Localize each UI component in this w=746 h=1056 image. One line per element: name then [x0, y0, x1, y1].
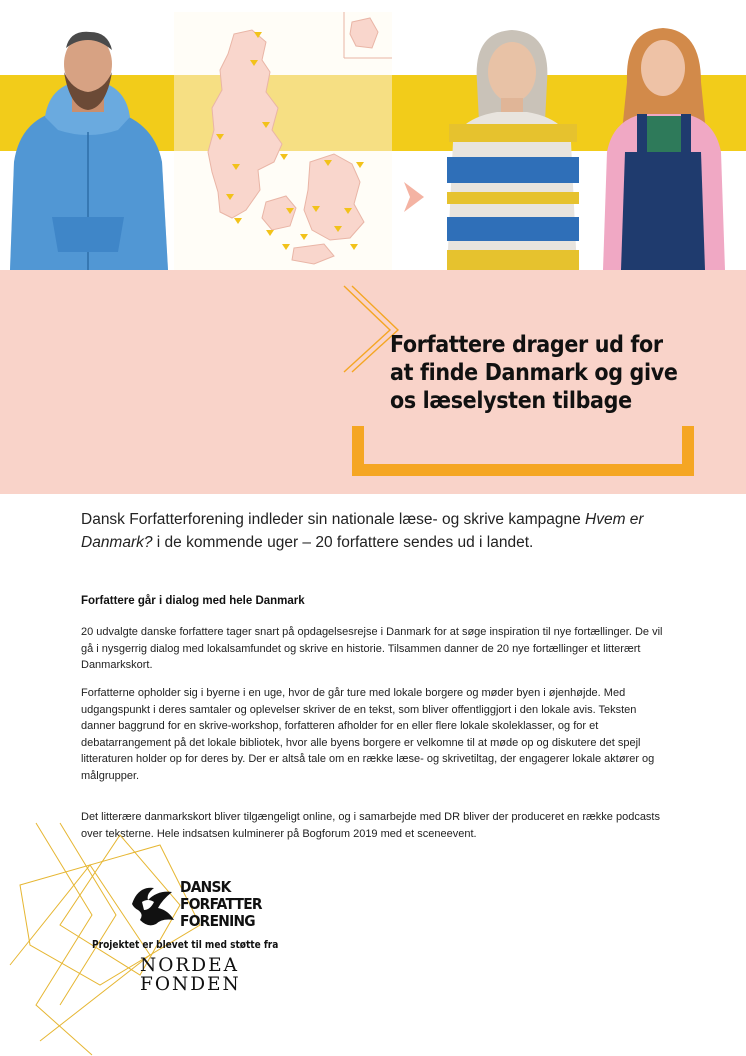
dansk-forfatterforening-logo — [128, 878, 288, 934]
denmark-map — [174, 12, 392, 270]
intro-text-start: Dansk Forfatterforening indleder sin nationale læse- og skrive kampagne — [81, 511, 586, 528]
author-photo-woman-striped — [437, 12, 587, 270]
support-text: Projektet er blevet til med støtte fra — [92, 939, 279, 951]
author-photo-woman-striped-illustration — [437, 12, 587, 270]
headline-line-2: at finde Danmark og give — [390, 358, 678, 386]
intro-text-end: i de kommende uger – 20 forfattere sendes ud i landet. — [152, 534, 534, 551]
logo-word-2: FORFATTER — [180, 895, 262, 913]
chevron-right-icon — [400, 180, 430, 214]
author-photo-man-illustration — [0, 12, 174, 270]
header-banner — [0, 0, 746, 494]
body-paragraph-1: 20 udvalgte danske forfattere tager snart på opdagelsesrejse i Danmark for at søge inspiration til nye fortællinger. De vil gå i nysgerrig dialog med lokalsamfundet og skrive en historie. Tilsammen danner de 20 nye fortællinger et litterært Danmarkskort. — [81, 626, 663, 672]
author-photo-woman-pink-illustration — [597, 12, 731, 270]
logo-word-3: FORENING — [180, 912, 255, 930]
headline — [390, 330, 710, 414]
headline-line-1: Forfattere drager ud for — [390, 330, 663, 358]
pegasus-icon — [128, 880, 178, 930]
body-paragraph-2: Forfatterne opholder sig i byerne i en uge, hvor de går ture med lokale borgere og møder byen i øjenhøjde. Med udgangspunkt i deres samtaler og oplevelser skriver de en tekst, som bliver offentliggjort i den lokale avis. Teksten danner baggrund for en skrive-workshop, forfatteren afholder for en eller flere lokale skoleklasser, og for et debatarrangement på det lokale bibliotek, hvor alle byens borgere er velkomne til at møde op og diskutere det spejl litteraturen holder op for deres by. Der er altså tale om en række læse- og skrivetiltag, der engagerer lokale aktører og målgrupper. — [81, 687, 655, 782]
logo-word-1: DANSK — [180, 878, 231, 896]
nordea-fonden-logo — [140, 956, 241, 994]
campaign-title: Hvem er Danmark? — [81, 511, 644, 551]
headline-line-3: os læselysten tilbage — [390, 386, 632, 414]
sponsor-line-1: NORDEA — [140, 955, 239, 976]
section-heading: Forfattere går i dialog med hele Danmark — [81, 595, 305, 607]
body-paragraph-3: Det litterære danmarkskort bliver tilgængeligt online, og i samarbejde med DR bliver der produceret en række podcasts over teksterne. Hele indsatsen kulminerer på Bogforum 2019 med et sceneevent. — [81, 811, 660, 840]
author-photo-man — [0, 12, 174, 270]
author-photo-woman-pink — [597, 12, 731, 270]
intro-paragraph — [81, 508, 681, 554]
sponsor-line-2: FONDEN — [140, 974, 241, 995]
denmark-map-illustration — [174, 12, 392, 270]
